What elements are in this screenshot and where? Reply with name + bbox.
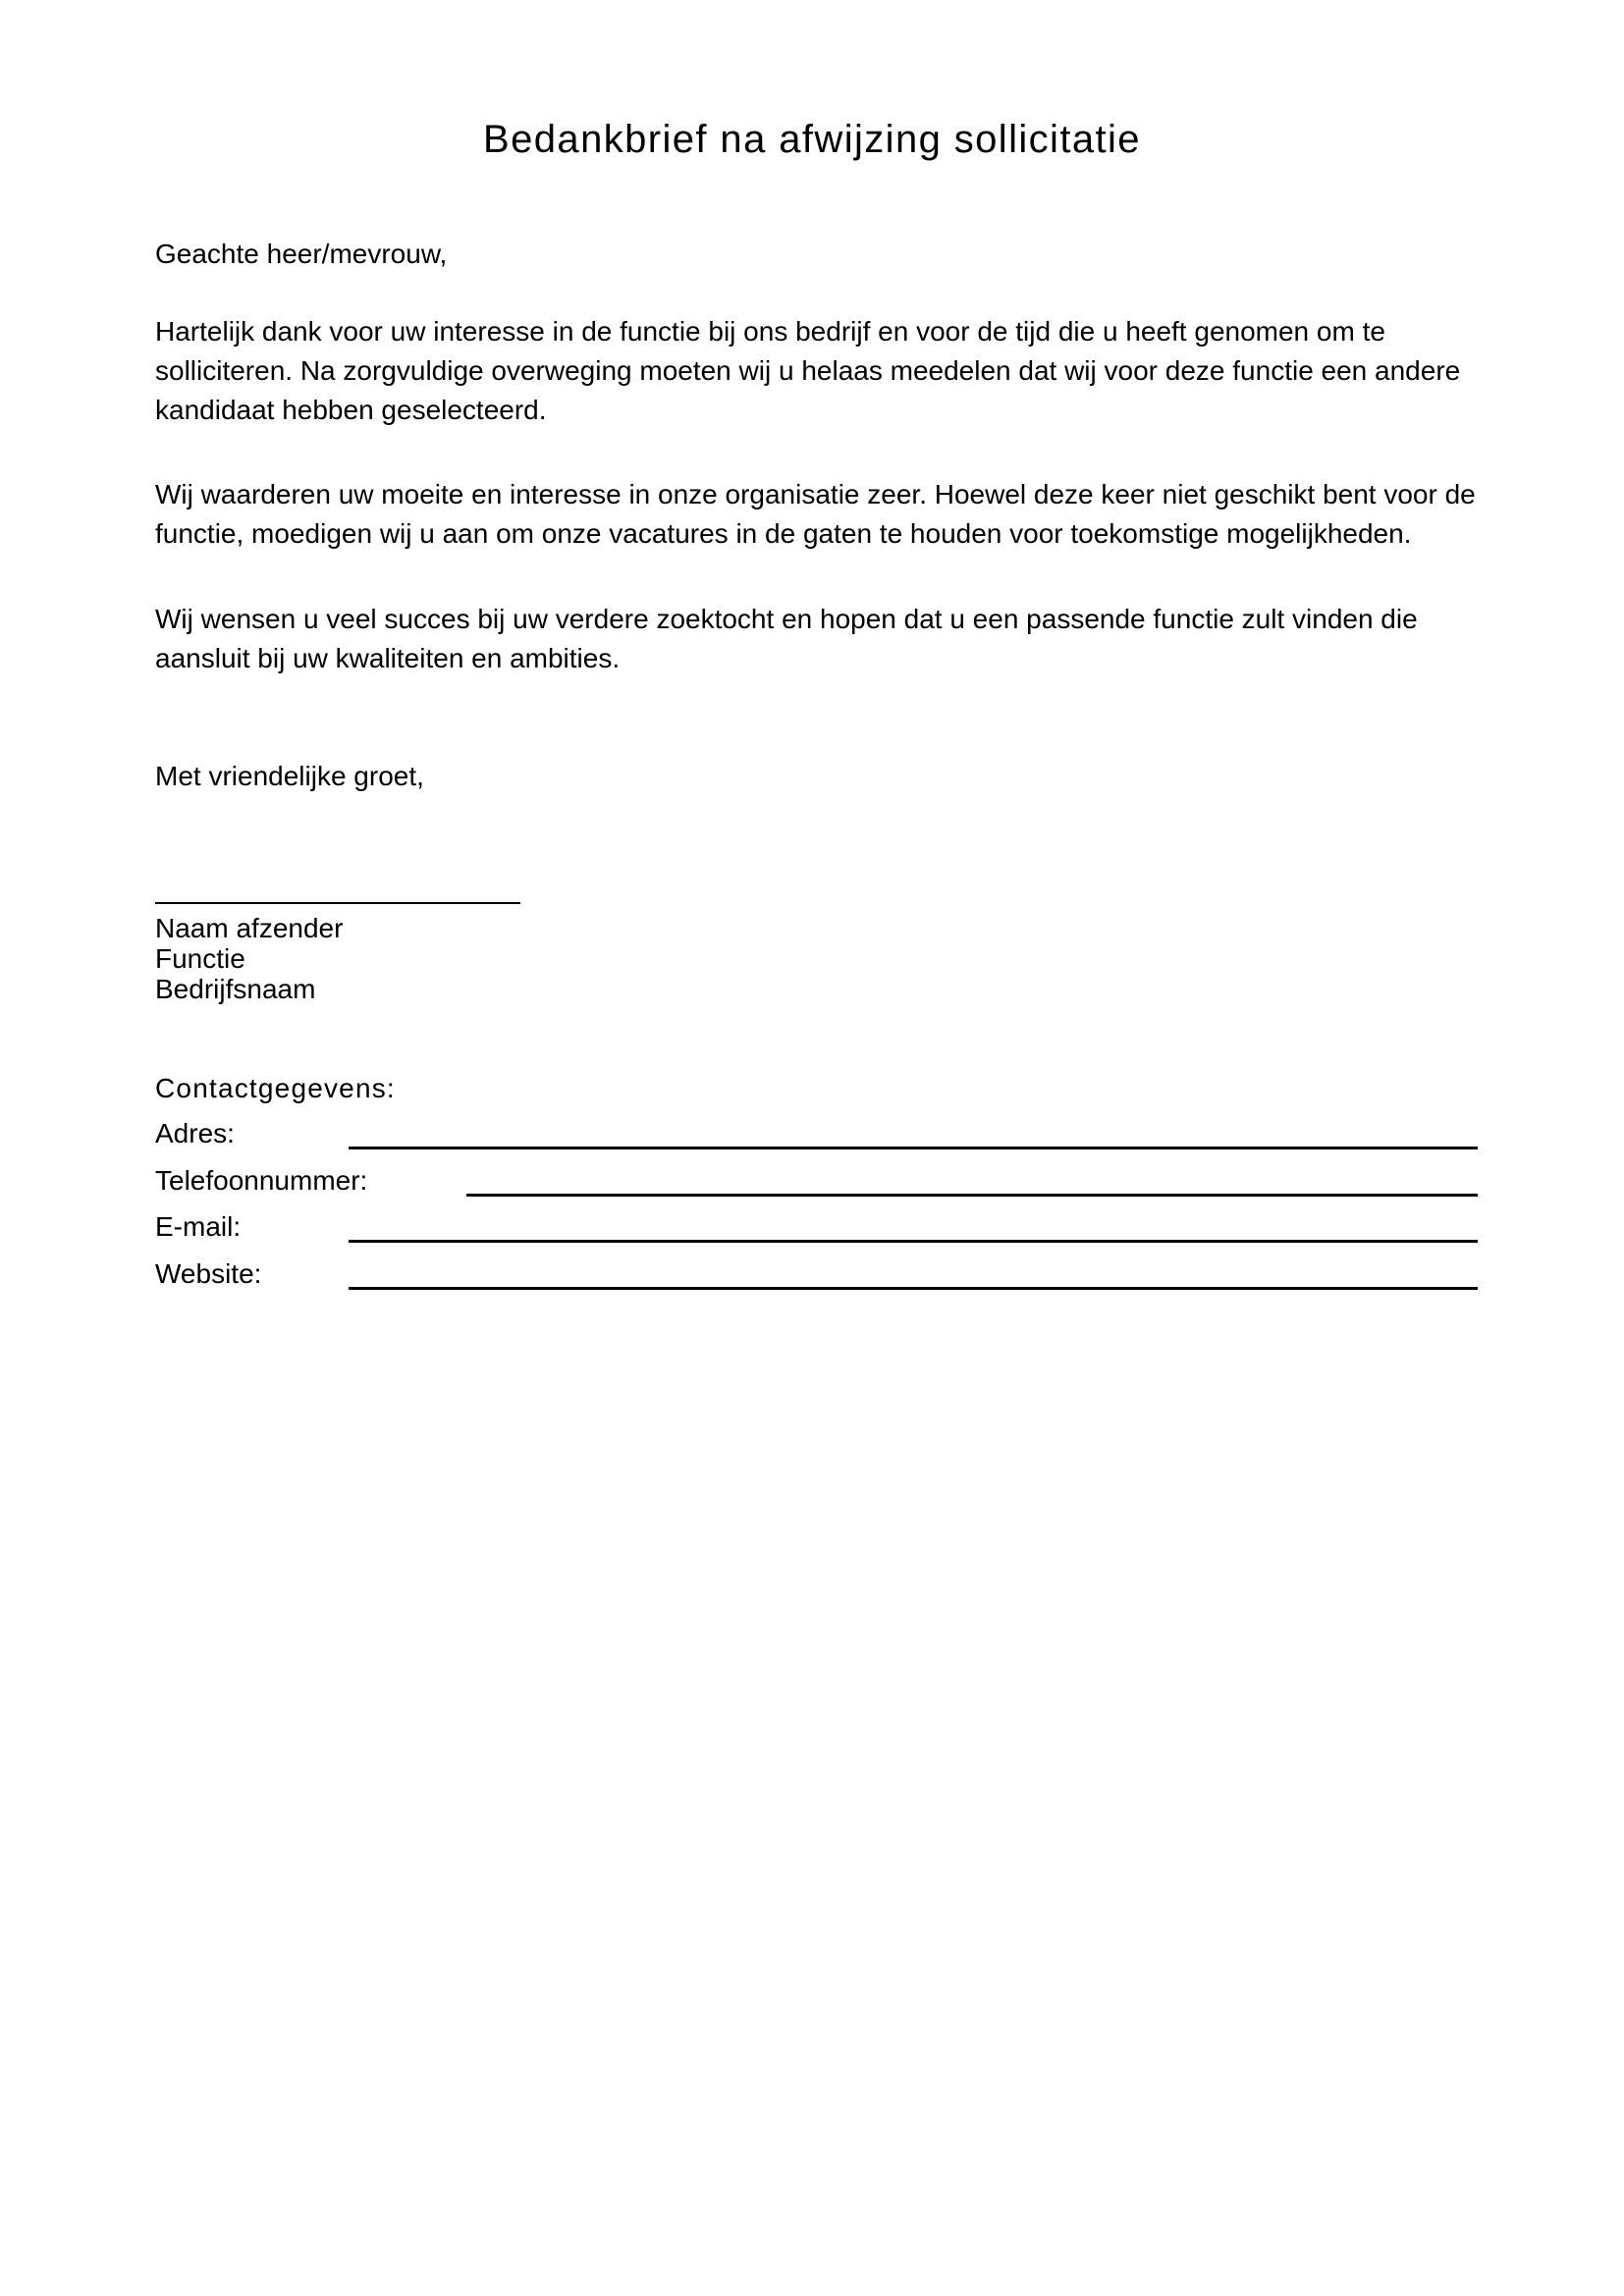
- address-fill-line[interactable]: [349, 1147, 1478, 1149]
- website-fill-line[interactable]: [349, 1287, 1478, 1290]
- sender-block: [155, 913, 343, 1004]
- contact-field-email: [155, 1207, 1478, 1247]
- salutation: Geachte heer/mevrouw,: [155, 239, 448, 269]
- contact-field-website: [155, 1255, 1478, 1294]
- paragraph-appreciation: [155, 475, 1530, 554]
- contact-field-address: [155, 1114, 1478, 1153]
- paragraph-line: Wij waarderen uw moeite en interesse in onze organisatie zeer. Hoewel deze keer niet geschikt bent voor de: [155, 479, 1476, 509]
- email-label: E-mail:: [155, 1211, 242, 1242]
- paragraph-line: kandidaat hebben geselecteerd.: [155, 395, 547, 425]
- paragraph-line: aansluit bij uw kwaliteiten en ambities.: [155, 643, 621, 673]
- signature-line: [155, 902, 520, 904]
- sender-function: Functie: [155, 943, 245, 974]
- paragraph-thanks: [155, 312, 1530, 430]
- paragraph-wishes: [155, 600, 1530, 678]
- document-title: Bedankbrief na afwijzing sollicitatie: [483, 118, 1141, 161]
- sender-company: Bedrijfsnaam: [155, 974, 316, 1004]
- email-fill-line[interactable]: [349, 1240, 1478, 1243]
- paragraph-line: solliciteren. Na zorgvuldige overweging moeten wij u helaas meedelen dat wij voor deze functie een andere: [155, 355, 1461, 386]
- address-label: Adres:: [155, 1118, 235, 1148]
- paragraph-line: Wij wensen u veel succes bij uw verdere zoektocht en hopen dat u een passende functie zult vinden die: [155, 604, 1418, 634]
- sender-name: Naam afzender: [155, 913, 344, 943]
- website-label: Website:: [155, 1258, 262, 1289]
- closing: Met vriendelijke groet,: [155, 761, 424, 791]
- paragraph-line: functie, moedigen wij u aan om onze vacatures in de gaten te houden voor toekomstige mogelijkheden.: [155, 518, 1412, 549]
- contact-field-phone: [155, 1161, 1478, 1201]
- contact-heading: Contactgegevens:: [155, 1073, 396, 1103]
- phone-label: Telefoonnummer:: [155, 1165, 368, 1196]
- phone-fill-line[interactable]: [466, 1194, 1478, 1197]
- paragraph-line: Hartelijk dank voor uw interesse in de functie bij ons bedrijf en voor de tijd die u heeft genomen om te: [155, 316, 1385, 347]
